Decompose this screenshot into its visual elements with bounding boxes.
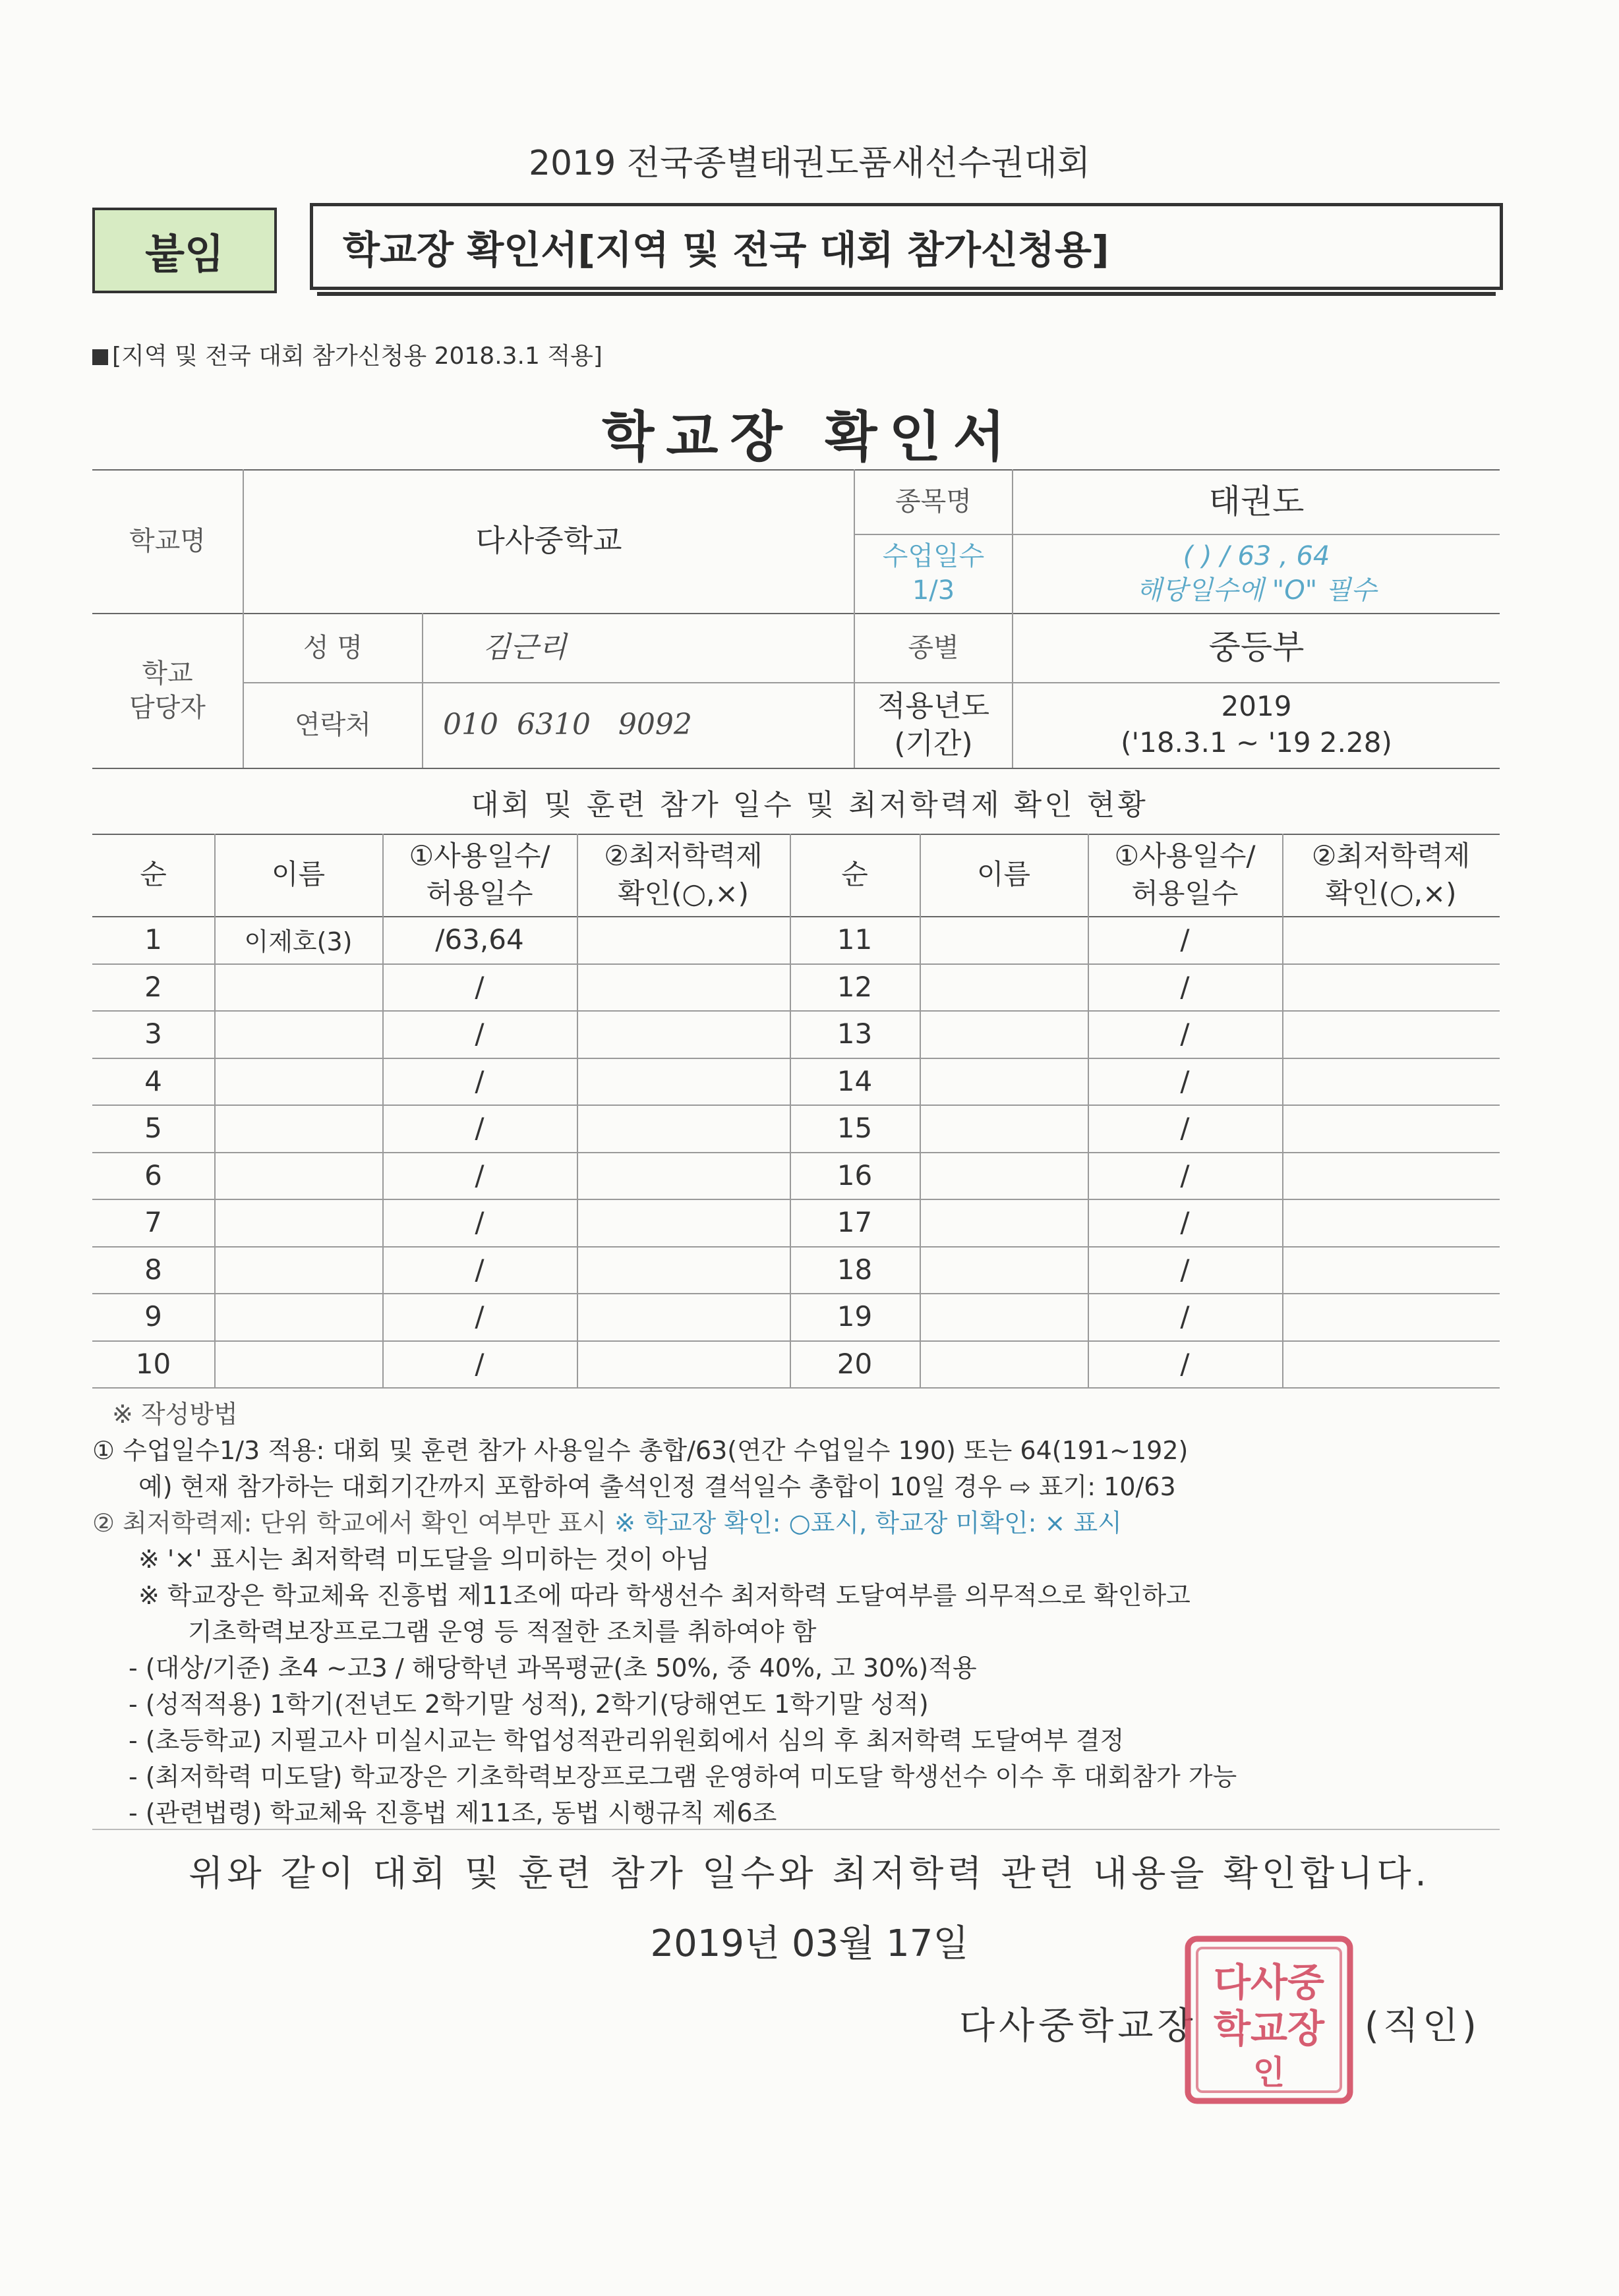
instruction-line: - (최저학력 미도달) 학교장은 기초학력보장프로그램 운영하여 미도달 학생선수 이수 후 대회참가 가능 — [129, 1762, 1237, 1791]
table-rule — [92, 1387, 1500, 1389]
year-label-line2: (기간) — [894, 727, 973, 761]
roster-header-text: 확인(○,×) — [617, 876, 750, 909]
roster-cell-check — [1282, 1246, 1500, 1294]
instructions-heading: ※ 작성방법 — [112, 1400, 238, 1429]
roster-header-text: 허용일수 — [1131, 876, 1239, 909]
roster-cell-check — [1282, 1010, 1500, 1058]
roster-cell-no: 16 — [837, 1159, 873, 1191]
school-days-value-line2: 해당일수에 "O" 필수 — [1136, 575, 1377, 606]
phone-value: 010 6310 9092 — [443, 708, 692, 742]
roster-cell-days: / — [1180, 1206, 1190, 1239]
instruction-line — [92, 1503, 1122, 1539]
contact-person-label-line1: 학교 — [142, 658, 193, 689]
roster-cell-days: / — [1180, 1112, 1190, 1145]
sport-value: 태권도 — [1208, 482, 1305, 521]
school-value: 다사중학교 — [475, 523, 622, 559]
roster-cell-no: 11 — [837, 923, 873, 956]
roster-cell-no: 3 — [144, 1018, 162, 1050]
roster-header-text: 확인(○,×) — [1325, 876, 1457, 909]
division-value: 중등부 — [1208, 628, 1305, 666]
svg-text:인: 인 — [1252, 2053, 1285, 2092]
roster-cell-check — [1282, 1105, 1500, 1152]
roster-header-text: 이름 — [976, 858, 1031, 891]
school-days-label-line2: 1/3 — [912, 575, 955, 606]
roster-cell-name — [920, 916, 1088, 963]
seal-label: (직인) — [1365, 2005, 1481, 2048]
roster-header — [790, 834, 920, 916]
roster-cell-days: / — [1180, 1018, 1190, 1050]
roster-header-text: 순 — [841, 858, 868, 891]
roster-cell-no: 5 — [144, 1112, 162, 1145]
year-label — [855, 682, 1012, 768]
division-label: 종별 — [908, 632, 959, 663]
roster-cell-no: 20 — [837, 1347, 873, 1380]
roster-cell-name — [214, 1293, 382, 1340]
table-rule — [92, 768, 1500, 769]
square-bullet-icon — [92, 349, 108, 365]
roster-cell-check — [577, 916, 790, 963]
svg-text:학교장: 학교장 — [1213, 2006, 1325, 2051]
instruction-line-part: ※ 학교장 확인: ○표시, 학교장 미확인: × 표시 — [614, 1508, 1122, 1537]
year-value-line2: ('18.3.1 ~ '19 2.28) — [1121, 726, 1392, 759]
year-value-line1: 2019 — [1221, 690, 1292, 723]
roster-cell-days: /63,64 — [435, 923, 524, 956]
roster-cell-no: 9 — [144, 1300, 162, 1333]
roster-cell-days: / — [475, 1064, 485, 1097]
instruction-line: - (성적적용) 1학기(전년도 2학기말 성적), 2학기(당해연도 1학기말 성적) — [129, 1690, 929, 1719]
roster-cell-name — [920, 1293, 1088, 1340]
roster-cell-no: 15 — [837, 1112, 873, 1145]
roster-cell-check — [1282, 963, 1500, 1011]
roster-cell-days: / — [475, 1347, 485, 1380]
school-label: 학교명 — [129, 526, 206, 556]
name-value: 김근리 — [483, 630, 567, 664]
roster-cell-name — [920, 1246, 1088, 1294]
roster-cell-days: / — [475, 1300, 485, 1333]
roster-header — [382, 834, 577, 916]
roster-header — [214, 834, 382, 916]
roster-cell-name — [920, 1152, 1088, 1199]
roster-header-text: ①사용일수/ — [1114, 839, 1256, 872]
roster-cell-name — [214, 1152, 382, 1199]
school-days-label — [855, 534, 1012, 613]
roster-cell-check — [1282, 1058, 1500, 1105]
roster-cell-check — [577, 1246, 790, 1294]
roster-cell-name — [214, 1246, 382, 1294]
roster-cell-no: 8 — [144, 1253, 162, 1286]
instruction-line: 기초학력보장프로그램 운영 등 적절한 조치를 취하여야 함 — [188, 1617, 817, 1646]
roster-cell-name — [214, 1105, 382, 1152]
roster-cell-no: 19 — [837, 1300, 873, 1333]
roster-cell-check — [577, 963, 790, 1011]
roster-cell-days: / — [1180, 1064, 1190, 1097]
roster-cell-no: 14 — [837, 1064, 873, 1097]
roster-header — [1088, 834, 1282, 916]
roster-header-text: 허용일수 — [426, 876, 533, 909]
roster-cell-no: 10 — [135, 1347, 171, 1380]
roster-cell-check — [577, 1010, 790, 1058]
contact-person-label — [92, 613, 243, 768]
roster-cell-days: / — [475, 1159, 485, 1191]
roster-header-text: ①사용일수/ — [409, 839, 550, 872]
roster-header-text: 이름 — [271, 858, 326, 891]
attachment-badge: 붙임 — [92, 208, 277, 293]
divider — [92, 1829, 1500, 1830]
roster-cell-no: 2 — [144, 970, 162, 1003]
roster-cell-name — [214, 1058, 382, 1105]
instruction-line: 예) 현재 참가하는 대회기간까지 포함하여 출석인정 결석일수 총합이 10일 경우 ⇨ 표기: 10/63 — [138, 1472, 1176, 1501]
roster-cell-check — [1282, 1340, 1500, 1388]
roster-cell-name — [920, 1058, 1088, 1105]
confirmation-date: 2019년 03월 17일 — [650, 1922, 969, 1965]
roster-cell-no: 18 — [837, 1253, 873, 1286]
event-title: 2019 전국종별태권도품새선수권대회 — [528, 144, 1091, 183]
roster-cell-no: 12 — [837, 970, 873, 1003]
roster-cell-no: 7 — [144, 1206, 162, 1239]
roster-cell-check — [577, 1293, 790, 1340]
year-value — [1013, 682, 1500, 768]
roster-cell-days: / — [1180, 1300, 1190, 1333]
roster-cell-check — [577, 1105, 790, 1152]
apply-note — [92, 337, 603, 371]
roster-cell-no: 13 — [837, 1018, 873, 1050]
roster-header — [1282, 834, 1500, 916]
roster-header-text: ②최저학력제 — [604, 839, 763, 872]
roster-cell-name — [920, 1340, 1088, 1388]
roster-cell-name: 이제호(3) — [244, 927, 353, 957]
roster-cell-check — [577, 1152, 790, 1199]
roster-cell-check — [577, 1340, 790, 1388]
roster-cell-check — [1282, 1293, 1500, 1340]
instruction-line: ※ '×' 표시는 최저학력 미도달을 의미하는 것이 아님 — [138, 1545, 710, 1574]
roster-cell-days: / — [1180, 970, 1190, 1003]
roster-cell-check — [577, 1058, 790, 1105]
roster-cell-no: 4 — [144, 1064, 162, 1097]
roster-header-text: ②최저학력제 — [1311, 839, 1471, 872]
roster-title: 대회 및 훈련 참가 일수 및 최저학력제 확인 현황 — [471, 788, 1148, 822]
roster-cell-no: 1 — [144, 923, 162, 956]
roster-header — [577, 834, 790, 916]
roster-cell-name — [214, 1010, 382, 1058]
official-seal-icon — [1180, 1931, 1358, 2109]
roster-cell-days: / — [475, 1253, 485, 1286]
instruction-line-part: ② 최저학력제: 단위 학교에서 확인 여부만 표시 — [92, 1508, 615, 1537]
instruction-line: - (초등학교) 지필고사 미실시교는 학업성적관리위원회에서 심의 후 최저학력 도달여부 결정 — [129, 1726, 1125, 1755]
roster-cell-name — [920, 1199, 1088, 1246]
document-title: 학교장 확인서[지역 및 전국 대회 참가신청용] — [343, 227, 1109, 272]
roster-header-text: 순 — [140, 858, 167, 891]
roster-cell-days: / — [475, 1112, 485, 1145]
instruction-line: ① 수업일수1/3 적용: 대회 및 훈련 참가 사용일수 총합/63(연간 수업일수 190) 또는 64(191~192) — [92, 1436, 1189, 1465]
roster-cell-check — [1282, 1152, 1500, 1199]
school-days-label-line1: 수업일수 — [882, 541, 985, 571]
roster-cell-check — [1282, 916, 1500, 963]
school-days-value — [1013, 534, 1500, 613]
roster-cell-days: / — [1180, 1253, 1190, 1286]
roster-cell-check — [577, 1199, 790, 1246]
main-title: 학교장 확인서 — [602, 406, 1017, 469]
confirmation-statement: 위와 같이 대회 및 훈련 참가 일수와 최저학력 관련 내용을 확인합니다. — [189, 1852, 1430, 1894]
instruction-line: - (대상/기준) 초4 ~고3 / 해당학년 과목평균(초 50%, 중 40%, 고 30%)적용 — [129, 1653, 977, 1682]
roster-cell-days: / — [1180, 1159, 1190, 1191]
principal-name: 다사중학교장 — [959, 2005, 1197, 2048]
instruction-line: ※ 학교장은 학교체육 진흥법 제11조에 따라 학생선수 최저학력 도달여부를 의무적으로 확인하고 — [138, 1581, 1191, 1610]
roster-cell-no: 6 — [144, 1159, 162, 1191]
roster-cell-days: / — [1180, 1347, 1190, 1380]
roster-cell-name — [920, 1010, 1088, 1058]
roster-cell-no: 17 — [837, 1206, 873, 1239]
school-days-value-line1: ( ) / 63 , 64 — [1183, 541, 1330, 571]
svg-text:다사중: 다사중 — [1213, 1960, 1325, 2005]
year-label-line1: 적용년도 — [877, 689, 989, 723]
contact-person-label-line2: 담당자 — [129, 692, 206, 723]
roster-cell-name — [214, 1340, 382, 1388]
apply-note-text: [지역 및 전국 대회 참가신청용 2018.3.1 적용] — [112, 343, 603, 370]
roster-header — [920, 834, 1088, 916]
roster-cell-name — [920, 963, 1088, 1011]
instruction-line: - (관련법령) 학교체육 진흥법 제11조, 동법 시행규칙 제6조 — [129, 1798, 777, 1827]
phone-label: 연락처 — [295, 710, 371, 740]
roster-cell-days: / — [1180, 923, 1190, 956]
roster-cell-name — [214, 963, 382, 1011]
roster-cell-name — [920, 1105, 1088, 1152]
roster-cell-days: / — [475, 1018, 485, 1050]
roster-cell-name — [214, 1199, 382, 1246]
sport-label: 종목명 — [895, 486, 972, 517]
name-label: 성 명 — [303, 632, 363, 663]
roster-cell-days: / — [475, 970, 485, 1003]
roster-cell-days: / — [475, 1206, 485, 1239]
roster-cell-check — [1282, 1199, 1500, 1246]
roster-header — [92, 834, 214, 916]
document-title-box — [310, 203, 1503, 290]
